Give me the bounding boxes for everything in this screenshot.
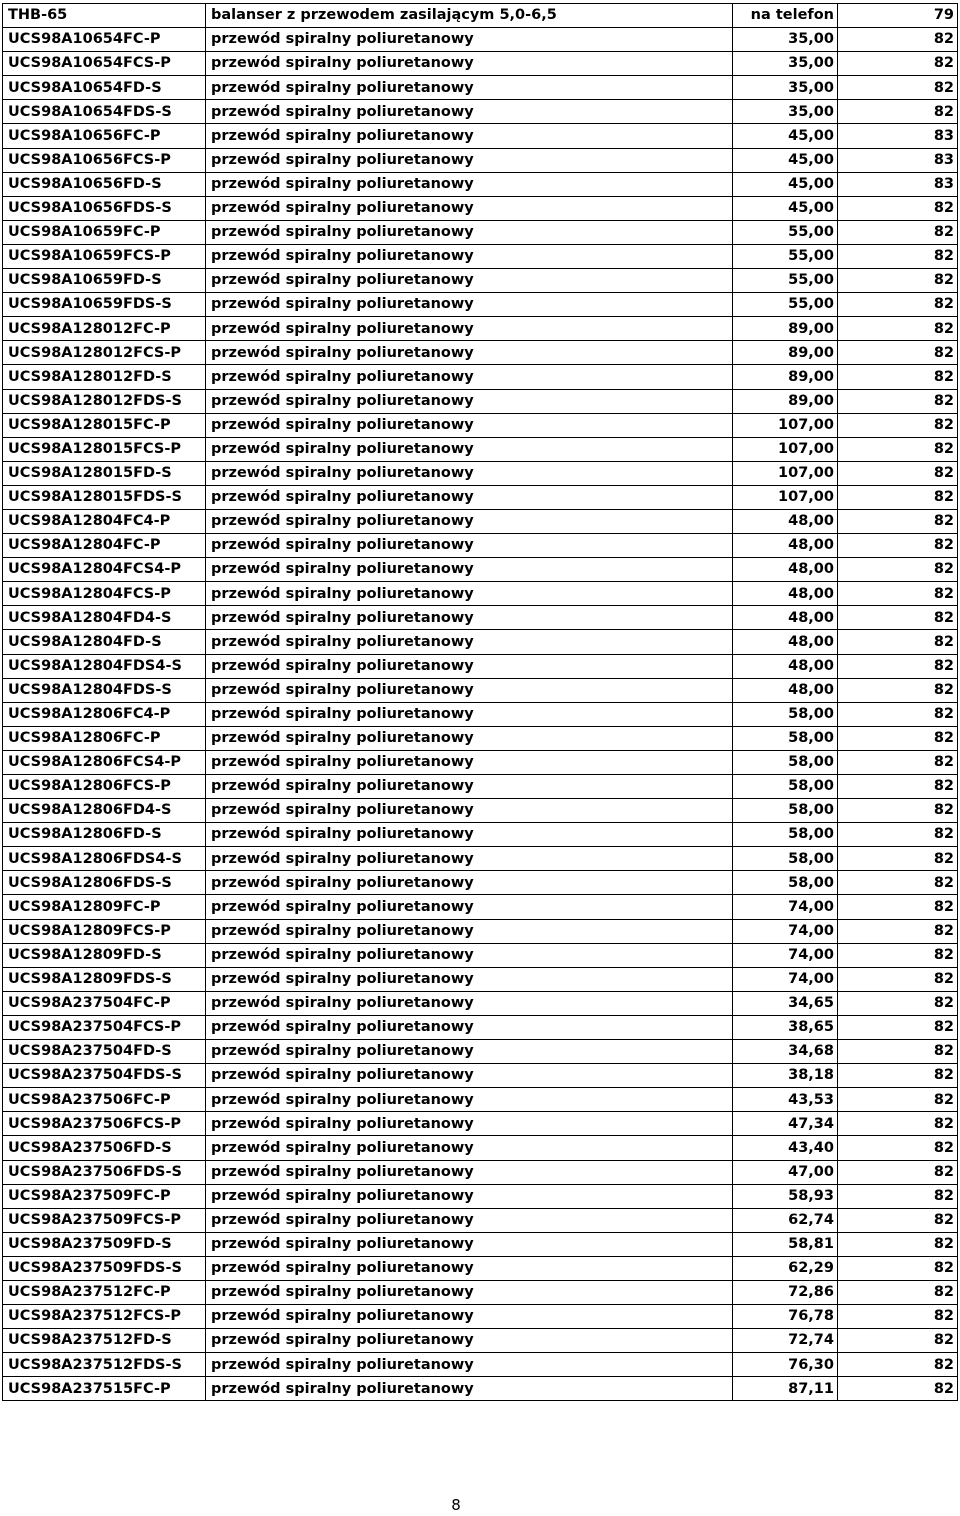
catalog-page-cell: 82 [838,1329,958,1353]
price-cell: 38,65 [733,1015,838,1039]
catalog-page-cell: 83 [838,124,958,148]
product-code-cell: UCS98A237506FD-S [3,1136,206,1160]
product-code-cell: UCS98A237509FDS-S [3,1256,206,1280]
table-row [3,919,958,943]
catalog-page-cell: 82 [838,678,958,702]
product-code-cell: UCS98A237512FCS-P [3,1305,206,1329]
price-cell: 74,00 [733,943,838,967]
catalog-page-cell: 82 [838,823,958,847]
product-description-cell: przewód spiralny poliuretanowy [206,991,733,1015]
product-code-cell: UCS98A12804FC4-P [3,509,206,533]
product-code-cell: UCS98A237504FC-P [3,991,206,1015]
product-description-cell: przewód spiralny poliuretanowy [206,895,733,919]
product-description-cell: przewód spiralny poliuretanowy [206,220,733,244]
table-row [3,750,958,774]
table-row [3,702,958,726]
catalog-page-cell: 82 [838,1015,958,1039]
price-cell: 45,00 [733,148,838,172]
price-cell: 48,00 [733,534,838,558]
price-cell: 34,68 [733,1040,838,1064]
product-code-cell: UCS98A237506FDS-S [3,1160,206,1184]
product-description-cell: przewód spiralny poliuretanowy [206,775,733,799]
product-code-cell: UCS98A12806FD-S [3,823,206,847]
product-description-cell: przewód spiralny poliuretanowy [206,365,733,389]
catalog-page-cell: 82 [838,775,958,799]
table-row [3,244,958,268]
table-row [3,967,958,991]
price-cell: 58,00 [733,799,838,823]
price-cell: 76,78 [733,1305,838,1329]
catalog-page-cell: 82 [838,244,958,268]
price-cell: 107,00 [733,413,838,437]
table-row [3,269,958,293]
catalog-page-cell: 82 [838,76,958,100]
price-cell: 58,00 [733,750,838,774]
table-row [3,1136,958,1160]
catalog-page-cell: 82 [838,437,958,461]
product-description-cell: przewód spiralny poliuretanowy [206,244,733,268]
table-row [3,943,958,967]
product-description-cell: przewód spiralny poliuretanowy [206,100,733,124]
table-row [3,558,958,582]
product-code-cell: UCS98A12804FCS4-P [3,558,206,582]
product-code-cell: UCS98A10654FCS-P [3,52,206,76]
table-row [3,389,958,413]
price-cell: 48,00 [733,630,838,654]
product-description-cell: przewód spiralny poliuretanowy [206,919,733,943]
price-cell: 48,00 [733,654,838,678]
price-cell: 55,00 [733,220,838,244]
product-code-cell: UCS98A12804FCS-P [3,582,206,606]
product-code-cell: UCS98A128015FD-S [3,461,206,485]
table-row [3,871,958,895]
price-cell: 35,00 [733,100,838,124]
product-description-cell: przewód spiralny poliuretanowy [206,654,733,678]
product-code-cell: UCS98A12806FDS-S [3,871,206,895]
price-cell: 45,00 [733,124,838,148]
product-description-cell: przewód spiralny poliuretanowy [206,1208,733,1232]
table-row [3,461,958,485]
catalog-page-cell: 82 [838,365,958,389]
product-code-cell: UCS98A128015FDS-S [3,485,206,509]
table-row [3,1256,958,1280]
table-row [3,4,958,28]
product-description-cell: przewód spiralny poliuretanowy [206,485,733,509]
catalog-page-cell: 82 [838,1280,958,1304]
product-code-cell: UCS98A237515FC-P [3,1377,206,1401]
table-row [3,1064,958,1088]
table-row [3,1377,958,1401]
catalog-page-cell: 82 [838,220,958,244]
price-cell: 38,18 [733,1064,838,1088]
product-code-cell: UCS98A10656FDS-S [3,196,206,220]
price-cell: 76,30 [733,1353,838,1377]
table-row [3,678,958,702]
product-description-cell: przewód spiralny poliuretanowy [206,606,733,630]
table-row [3,365,958,389]
table-row [3,1280,958,1304]
product-code-cell: UCS98A12804FDS4-S [3,654,206,678]
price-cell: 48,00 [733,558,838,582]
price-cell: 55,00 [733,293,838,317]
table-row [3,1184,958,1208]
product-description-cell: przewód spiralny poliuretanowy [206,196,733,220]
price-cell: 87,11 [733,1377,838,1401]
product-description-cell: przewód spiralny poliuretanowy [206,630,733,654]
price-cell: 89,00 [733,341,838,365]
catalog-page-cell: 82 [838,726,958,750]
product-description-cell: przewód spiralny poliuretanowy [206,341,733,365]
product-code-cell: UCS98A12806FCS-P [3,775,206,799]
product-code-cell: UCS98A237509FCS-P [3,1208,206,1232]
product-code-cell: UCS98A237509FD-S [3,1232,206,1256]
table-row [3,485,958,509]
product-description-cell: przewód spiralny poliuretanowy [206,558,733,582]
product-description-cell: przewód spiralny poliuretanowy [206,172,733,196]
product-code-cell: UCS98A12809FD-S [3,943,206,967]
table-row [3,823,958,847]
product-code-cell: UCS98A12804FDS-S [3,678,206,702]
product-description-cell: przewód spiralny poliuretanowy [206,148,733,172]
price-cell: 58,81 [733,1232,838,1256]
product-code-cell: UCS98A237506FCS-P [3,1112,206,1136]
product-code-cell: UCS98A10659FDS-S [3,293,206,317]
product-code-cell: UCS98A237512FD-S [3,1329,206,1353]
price-cell: 107,00 [733,461,838,485]
table-row [3,1353,958,1377]
price-cell: 74,00 [733,967,838,991]
price-cell: 34,65 [733,991,838,1015]
product-description-cell: przewód spiralny poliuretanowy [206,702,733,726]
product-description-cell: przewód spiralny poliuretanowy [206,1305,733,1329]
catalog-page-cell: 82 [838,630,958,654]
table-row [3,1208,958,1232]
price-cell: 72,86 [733,1280,838,1304]
product-code-cell: UCS98A237504FD-S [3,1040,206,1064]
product-description-cell: przewód spiralny poliuretanowy [206,1232,733,1256]
product-description-cell: przewód spiralny poliuretanowy [206,1280,733,1304]
product-description-cell: przewód spiralny poliuretanowy [206,1256,733,1280]
product-code-cell: UCS98A12806FC-P [3,726,206,750]
product-code-cell: UCS98A237512FC-P [3,1280,206,1304]
catalog-page-cell: 82 [838,919,958,943]
price-cell: 48,00 [733,509,838,533]
product-description-cell: przewód spiralny poliuretanowy [206,1040,733,1064]
catalog-page-cell: 82 [838,317,958,341]
catalog-page-cell: 82 [838,1112,958,1136]
catalog-page-cell: 82 [838,871,958,895]
table-row [3,196,958,220]
product-description-cell: przewód spiralny poliuretanowy [206,124,733,148]
product-description-cell: przewód spiralny poliuretanowy [206,871,733,895]
product-description-cell: przewód spiralny poliuretanowy [206,1088,733,1112]
product-description-cell: przewód spiralny poliuretanowy [206,534,733,558]
page-number: 8 [451,1496,461,1514]
product-description-cell: przewód spiralny poliuretanowy [206,582,733,606]
catalog-page-cell: 82 [838,1040,958,1064]
product-description-cell: przewód spiralny poliuretanowy [206,1377,733,1401]
product-code-cell: UCS98A128015FC-P [3,413,206,437]
product-code-cell: UCS98A10654FC-P [3,28,206,52]
product-code-cell: UCS98A12804FC-P [3,534,206,558]
price-list-table [2,3,958,1401]
price-cell: 45,00 [733,196,838,220]
product-description-cell: przewód spiralny poliuretanowy [206,1184,733,1208]
product-description-cell: przewód spiralny poliuretanowy [206,943,733,967]
catalog-page-cell: 82 [838,1136,958,1160]
product-description-cell: przewód spiralny poliuretanowy [206,1353,733,1377]
price-cell: 58,00 [733,775,838,799]
catalog-page-cell: 82 [838,341,958,365]
catalog-page-cell: 82 [838,1088,958,1112]
table-row [3,148,958,172]
table-row [3,1088,958,1112]
catalog-page-cell: 82 [838,967,958,991]
product-code-cell: UCS98A237506FC-P [3,1088,206,1112]
product-code-cell: UCS98A12806FD4-S [3,799,206,823]
product-code-cell: UCS98A12806FCS4-P [3,750,206,774]
price-cell: 74,00 [733,895,838,919]
catalog-page-cell: 83 [838,172,958,196]
price-cell: 58,00 [733,871,838,895]
table-row [3,606,958,630]
price-cell: 89,00 [733,389,838,413]
product-description-cell: przewód spiralny poliuretanowy [206,28,733,52]
catalog-page-cell: 82 [838,606,958,630]
table-row [3,509,958,533]
catalog-page-cell: 82 [838,52,958,76]
catalog-page-cell: 82 [838,269,958,293]
price-cell: 58,93 [733,1184,838,1208]
product-code-cell: UCS98A237504FDS-S [3,1064,206,1088]
price-cell: 107,00 [733,437,838,461]
catalog-page-cell: 82 [838,847,958,871]
table-row [3,1305,958,1329]
table-row [3,172,958,196]
table-row [3,437,958,461]
table-row [3,341,958,365]
product-code-cell: UCS98A10659FCS-P [3,244,206,268]
catalog-page-cell: 82 [838,461,958,485]
product-description-cell: przewód spiralny poliuretanowy [206,509,733,533]
catalog-page-cell: 82 [838,991,958,1015]
product-description-cell: przewód spiralny poliuretanowy [206,317,733,341]
catalog-page-cell: 82 [838,654,958,678]
price-cell: 47,00 [733,1160,838,1184]
price-cell: 58,00 [733,847,838,871]
table-row [3,413,958,437]
product-code-cell: UCS98A10659FD-S [3,269,206,293]
catalog-page-cell: 82 [838,558,958,582]
product-description-cell: przewód spiralny poliuretanowy [206,1112,733,1136]
product-code-cell: UCS98A10654FDS-S [3,100,206,124]
catalog-page-cell: 82 [838,1160,958,1184]
table-row [3,775,958,799]
product-code-cell: UCS98A128012FD-S [3,365,206,389]
price-cell: 58,00 [733,702,838,726]
product-code-cell: UCS98A237509FC-P [3,1184,206,1208]
catalog-page-cell: 83 [838,148,958,172]
product-description-cell: przewód spiralny poliuretanowy [206,269,733,293]
price-cell: 62,29 [733,1256,838,1280]
product-code-cell: UCS98A10656FCS-P [3,148,206,172]
product-description-cell: przewód spiralny poliuretanowy [206,726,733,750]
price-cell: 48,00 [733,678,838,702]
product-description-cell: przewód spiralny poliuretanowy [206,413,733,437]
product-code-cell: UCS98A10656FD-S [3,172,206,196]
product-description-cell: przewód spiralny poliuretanowy [206,1160,733,1184]
price-cell: 35,00 [733,52,838,76]
price-cell: 62,74 [733,1208,838,1232]
product-description-cell: przewód spiralny poliuretanowy [206,293,733,317]
product-description-cell: przewód spiralny poliuretanowy [206,847,733,871]
product-description-cell: przewód spiralny poliuretanowy [206,437,733,461]
catalog-page-cell: 82 [838,1256,958,1280]
product-description-cell: przewód spiralny poliuretanowy [206,799,733,823]
price-cell: 48,00 [733,606,838,630]
catalog-page-cell: 82 [838,1353,958,1377]
product-code-cell: UCS98A12804FD4-S [3,606,206,630]
catalog-page-cell: 82 [838,28,958,52]
table-row [3,293,958,317]
catalog-page-cell: 82 [838,943,958,967]
catalog-page-cell: 82 [838,1208,958,1232]
catalog-page-cell: 82 [838,799,958,823]
table-row [3,534,958,558]
catalog-page-cell: 82 [838,413,958,437]
catalog-page-cell: 82 [838,293,958,317]
price-cell: 55,00 [733,269,838,293]
table-row [3,654,958,678]
price-cell: 43,40 [733,1136,838,1160]
catalog-page-cell: 82 [838,702,958,726]
price-cell: 74,00 [733,919,838,943]
product-description-cell: przewód spiralny poliuretanowy [206,678,733,702]
product-description-cell: przewód spiralny poliuretanowy [206,52,733,76]
catalog-page-cell: 82 [838,1184,958,1208]
product-code-cell: UCS98A12804FD-S [3,630,206,654]
table-row [3,1329,958,1353]
product-code-cell: UCS98A10656FC-P [3,124,206,148]
catalog-page-cell: 82 [838,509,958,533]
price-cell: 48,00 [733,582,838,606]
product-code-cell: UCS98A128012FCS-P [3,341,206,365]
table-row [3,582,958,606]
price-cell: na telefon [733,4,838,28]
price-cell: 58,00 [733,823,838,847]
product-code-cell: UCS98A237504FCS-P [3,1015,206,1039]
table-row [3,28,958,52]
product-description-cell: przewód spiralny poliuretanowy [206,1064,733,1088]
product-description-cell: przewód spiralny poliuretanowy [206,1329,733,1353]
table-row [3,726,958,750]
catalog-page-cell: 82 [838,1377,958,1401]
price-cell: 35,00 [733,76,838,100]
price-list-body [3,4,958,1401]
product-code-cell: UCS98A10654FD-S [3,76,206,100]
product-code-cell: UCS98A237512FDS-S [3,1353,206,1377]
table-row [3,100,958,124]
product-description-cell: przewód spiralny poliuretanowy [206,461,733,485]
product-code-cell: THB-65 [3,4,206,28]
price-cell: 45,00 [733,172,838,196]
product-description-cell: przewód spiralny poliuretanowy [206,750,733,774]
price-cell: 47,34 [733,1112,838,1136]
product-description-cell: przewód spiralny poliuretanowy [206,967,733,991]
table-row [3,895,958,919]
price-cell: 43,53 [733,1088,838,1112]
catalog-page-cell: 79 [838,4,958,28]
product-code-cell: UCS98A12806FC4-P [3,702,206,726]
table-row [3,1040,958,1064]
table-row [3,124,958,148]
price-cell: 72,74 [733,1329,838,1353]
table-row [3,317,958,341]
price-cell: 89,00 [733,317,838,341]
table-row [3,1232,958,1256]
catalog-page-cell: 82 [838,750,958,774]
table-row [3,52,958,76]
product-description-cell: przewód spiralny poliuretanowy [206,1136,733,1160]
product-description-cell: przewód spiralny poliuretanowy [206,1015,733,1039]
catalog-page-cell: 82 [838,100,958,124]
product-description-cell: balanser z przewodem zasilającym 5,0-6,5 [206,4,733,28]
table-row [3,1160,958,1184]
catalog-page-cell: 82 [838,895,958,919]
table-row [3,847,958,871]
table-row [3,1015,958,1039]
price-cell: 58,00 [733,726,838,750]
catalog-page-cell: 82 [838,389,958,413]
catalog-page-cell: 82 [838,582,958,606]
price-cell: 89,00 [733,365,838,389]
product-code-cell: UCS98A12809FCS-P [3,919,206,943]
table-row [3,1112,958,1136]
table-row [3,799,958,823]
catalog-page-cell: 82 [838,1305,958,1329]
price-cell: 107,00 [733,485,838,509]
catalog-page-cell: 82 [838,1232,958,1256]
price-cell: 35,00 [733,28,838,52]
catalog-page-cell: 82 [838,1064,958,1088]
product-code-cell: UCS98A12809FC-P [3,895,206,919]
price-cell: 55,00 [733,244,838,268]
catalog-page-cell: 82 [838,196,958,220]
table-row [3,76,958,100]
catalog-page-cell: 82 [838,534,958,558]
table-row [3,991,958,1015]
product-code-cell: UCS98A10659FC-P [3,220,206,244]
catalog-page-cell: 82 [838,485,958,509]
table-row [3,220,958,244]
product-code-cell: UCS98A128015FCS-P [3,437,206,461]
product-code-cell: UCS98A128012FDS-S [3,389,206,413]
product-code-cell: UCS98A12806FDS4-S [3,847,206,871]
product-code-cell: UCS98A128012FC-P [3,317,206,341]
product-description-cell: przewód spiralny poliuretanowy [206,76,733,100]
product-code-cell: UCS98A12809FDS-S [3,967,206,991]
product-description-cell: przewód spiralny poliuretanowy [206,823,733,847]
table-row [3,630,958,654]
product-description-cell: przewód spiralny poliuretanowy [206,389,733,413]
